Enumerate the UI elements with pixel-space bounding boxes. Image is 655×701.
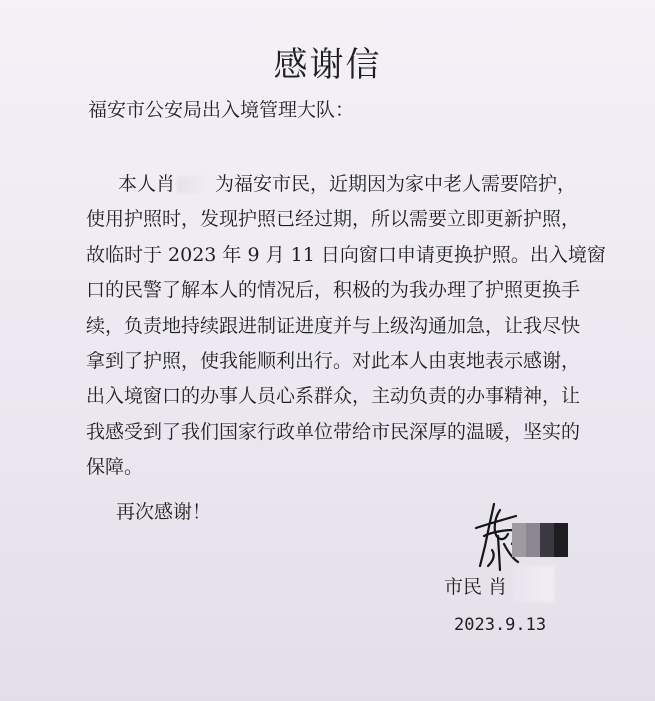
body-line: 口的民警了解本人的情况后，积极的为我办理了护照更换手 (86, 279, 581, 302)
body-line-text: 为福安市民，近期因为家中老人需要陪护， (215, 173, 577, 195)
signatory-line: 市民 肖 (444, 576, 508, 598)
redacted-signatory-name (514, 566, 554, 602)
letter-body (86, 167, 606, 486)
letter-closing: 再次感谢！ (116, 501, 212, 523)
body-line: 保障。 (86, 456, 144, 479)
body-line: 使用护照时，发现护照已经过期，所以需要立即更新护照， (86, 208, 581, 231)
letter-title: 感谢信 (273, 45, 382, 85)
redacted-name (177, 176, 213, 194)
body-line: 出入境窗口的办事人员心系群众，主动负责的办事精神，让 (86, 385, 581, 408)
body-line: 我感受到了我们国家行政单位带给市民深厚的温暖，坚实的 (86, 420, 581, 443)
body-line: 故临时于 2023 年 9 月 11 日向窗口申请更换护照。出入境窗 (86, 243, 606, 266)
body-line: 续，负责地持续跟进制证进度并与上级沟通加急，让我尽快 (86, 314, 581, 337)
body-line (86, 167, 586, 202)
redacted-signature (512, 523, 568, 557)
body-line-text: 本人肖 (118, 173, 176, 195)
letter-date: 2023.9.13 (454, 615, 547, 635)
letter-salutation: 福安市公安局出入境管理大队： (88, 99, 355, 121)
body-line: 拿到了护照，使我能顺利出行。对此本人由衷地表示感谢， (86, 349, 581, 372)
